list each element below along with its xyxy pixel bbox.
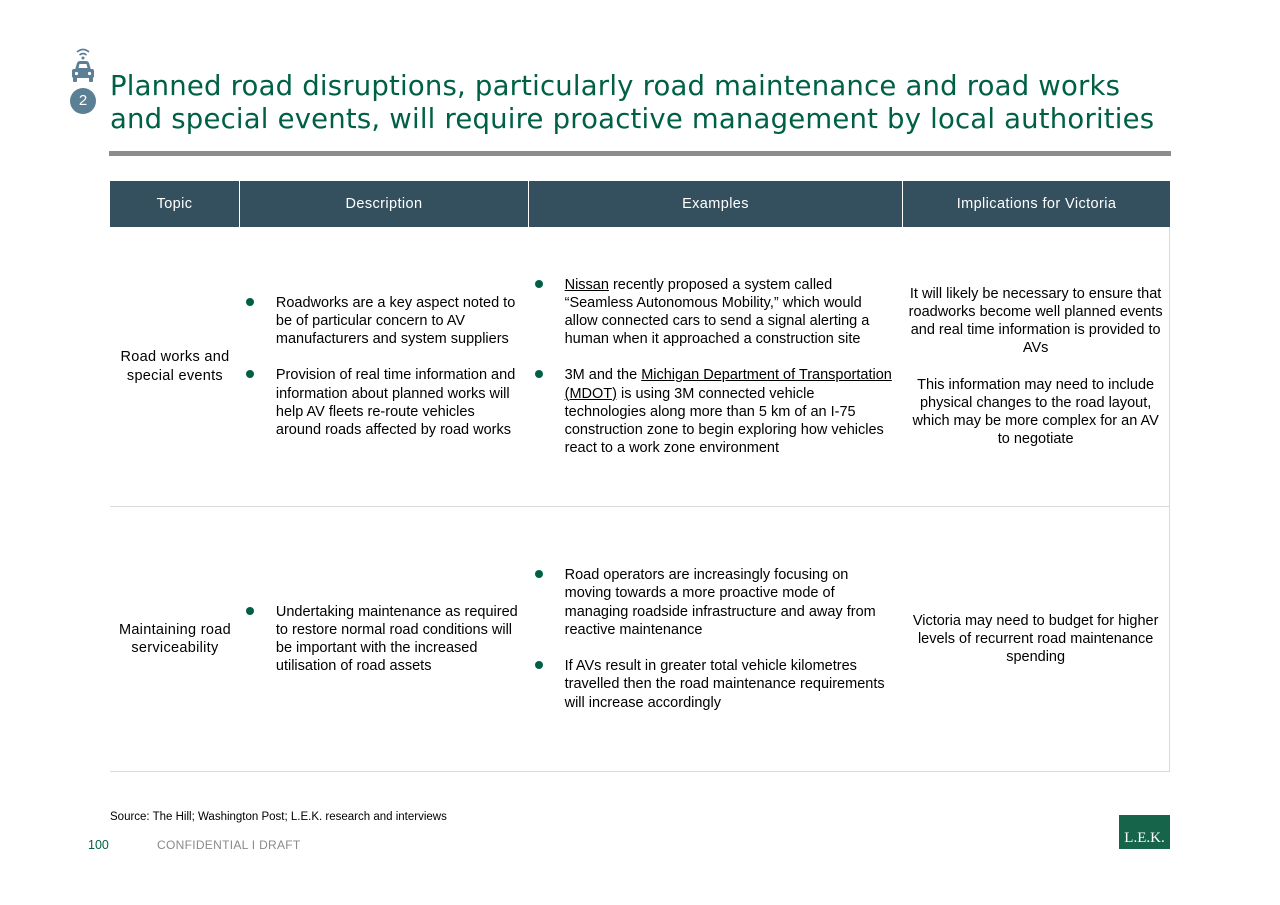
content-table bbox=[110, 181, 1170, 772]
example-bullet: Road operators are increasingly focusing on moving towards a more proactive mode of managing roadside infrastructure and away from reactive maintenance bbox=[529, 566, 903, 639]
step-badge: 2 bbox=[70, 88, 96, 114]
example-bullet: If AVs result in greater total vehicle kilometres travelled then the road maintenance requirements will increase accordingly bbox=[529, 657, 903, 712]
example-bullet bbox=[529, 276, 903, 349]
topic-label: Maintaining road serviceability bbox=[118, 621, 231, 656]
row-implications bbox=[902, 507, 1169, 771]
example-text: recently proposed a system called “Seamless Autonomous Mobility,” which would allow connected cars to send a signal alerting a human when it approached a construction site bbox=[564, 276, 870, 348]
column-header-examples: Examples bbox=[529, 181, 903, 227]
lek-logo: L.E.K. bbox=[1119, 815, 1170, 849]
mdot-link[interactable]: Michigan Department of Transportation (MDOT) bbox=[564, 367, 892, 402]
example-prefix: 3M and the bbox=[564, 367, 642, 384]
implications-text bbox=[906, 285, 1165, 449]
row-description bbox=[240, 227, 529, 506]
page-title: Planned road disruptions, particularly road maintenance and road works and special events, will require proactive management by local authorities bbox=[110, 70, 1155, 135]
table-row bbox=[110, 227, 1170, 507]
implication-paragraph: This information may need to include physical changes to the road layout, which may be more complex for an AV to negotiate bbox=[912, 376, 1159, 448]
example-bullet bbox=[529, 366, 903, 457]
confidential-label: CONFIDENTIAL I DRAFT bbox=[157, 838, 301, 852]
description-bullet: Roadworks are a key aspect noted to be of particular concern to AV manufacturers and system suppliers bbox=[240, 294, 529, 349]
topic-label: Road works and special events bbox=[120, 349, 230, 384]
row-examples bbox=[529, 227, 903, 506]
examples-list bbox=[529, 566, 903, 711]
example-text: is using 3M connected vehicle technologies along more than 5 km of an I-75 construction zone to begin exploring how vehicles react to a work zone environment bbox=[564, 385, 884, 457]
description-bullet: Provision of real time information and information about planned works will help AV fleets re-route vehicles around roads affected by road works bbox=[240, 366, 529, 439]
title-divider bbox=[109, 151, 1171, 156]
row-implications bbox=[902, 227, 1169, 506]
table-row bbox=[110, 507, 1170, 772]
column-header-implications: Implications for Victoria bbox=[956, 196, 1117, 212]
row-topic bbox=[110, 227, 240, 506]
implications-text bbox=[906, 612, 1165, 667]
description-list bbox=[240, 603, 529, 676]
table-header bbox=[110, 181, 1170, 227]
row-description bbox=[240, 507, 529, 771]
page-number: 100 bbox=[88, 838, 109, 852]
row-topic bbox=[110, 507, 240, 771]
implication-paragraph: Victoria may need to budget for higher levels of recurrent road maintenance spending bbox=[912, 612, 1159, 666]
examples-list bbox=[529, 276, 903, 458]
nissan-link[interactable]: Nissan bbox=[564, 276, 609, 293]
column-header-description: Description bbox=[240, 181, 529, 227]
row-examples bbox=[529, 507, 903, 771]
description-list bbox=[240, 294, 529, 439]
source-note: Source: The Hill; Washington Post; L.E.K. research and interviews bbox=[110, 811, 447, 823]
description-bullet: Undertaking maintenance as required to restore normal road conditions will be important with the increased utilisation of road assets bbox=[240, 603, 529, 676]
column-header-topic: Topic bbox=[110, 181, 240, 227]
connected-car-icon bbox=[68, 46, 98, 86]
implication-paragraph: It will likely be necessary to ensure that roadworks become well planned events and real time information is provided to AVs bbox=[908, 285, 1163, 357]
